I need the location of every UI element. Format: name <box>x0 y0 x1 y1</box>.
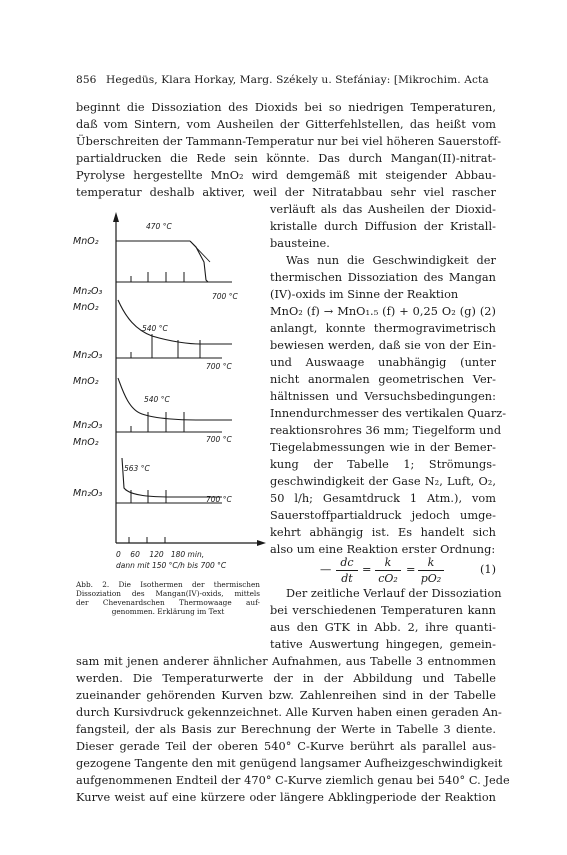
body-line: werden. Die Temperaturwerte der in der Abbildung und Tabelle <box>76 672 496 685</box>
body-line: Pyrolyse hergestellte MnO₂ wird demgemäß mit steigender Abbau- <box>76 169 496 182</box>
label-iso-temp: 563 °C <box>124 464 150 473</box>
body-line: nicht anormalen geometrischen Ver- <box>270 373 496 386</box>
label-mn2o3: Mn₂O₃ <box>73 420 103 431</box>
caption-line: der Chevenardschen Thermowaage auf- <box>76 598 260 607</box>
figure-caption <box>76 580 260 616</box>
fraction-k-c <box>375 556 401 585</box>
curve-470 <box>116 241 232 282</box>
label-mno2: MnO₂ <box>73 302 99 313</box>
fraction-denominator: dt <box>341 572 353 585</box>
body-line: durch Kursivdruck gekennzeichnet. Alle Kurven haben einen geraden An- <box>76 706 502 719</box>
body-line: kristalle durch Diffusion der Kristall- <box>270 220 496 233</box>
body-line: Überschreiten der Tammann-Temperatur nur bei viel höheren Sauerstoff- <box>76 135 502 148</box>
y-axis-arrow <box>113 212 119 222</box>
label-end-temp: 700 °C <box>206 362 232 371</box>
label-iso-temp: 540 °C <box>144 395 170 404</box>
running-head: Hegedüs, Klara Horkay, Marg. Székely u. Stefániay: [Mikrochim. Acta <box>106 74 489 86</box>
caption-line: Dissoziation des Mangan(IV)-oxids, mittels <box>76 589 260 598</box>
fraction-numerator: dc <box>340 556 354 569</box>
label-iso-temp: 540 °C <box>142 324 168 333</box>
fraction-k-p <box>418 556 444 585</box>
body-line: und Auswaage unabhängig (unter <box>270 356 496 369</box>
body-line: Dieser gerade Teil der oberen 540° C-Kurve berührt als parallel aus- <box>76 740 496 753</box>
body-line: hältnissen und Versuchsbedingungen: <box>270 390 496 403</box>
body-line: beginnt die Dissoziation des Dioxids bei so niedrigen Temperaturen, <box>76 101 496 114</box>
isotherm-diagram <box>72 200 272 580</box>
body-line: reaktionsrohres 36 mm; Tiegelform und <box>270 424 502 437</box>
page-number: 856 <box>76 74 97 86</box>
curve-540-a <box>116 300 232 358</box>
body-line: Kurve weist auf eine kürzere oder längere Abklingperiode der Reaktion <box>76 791 496 804</box>
label-mn2o3: Mn₂O₃ <box>73 350 103 361</box>
body-line: Der zeitliche Verlauf der Dissoziation <box>286 587 502 600</box>
body-line: thermischen Dissoziation des Mangan <box>270 271 496 284</box>
body-line: gezogene Tangente den mit genügend langsamer Aufheizgeschwindigkeit <box>76 757 503 770</box>
body-line: partialdrucken die Rede sein könnte. Das durch Mangan(II)-nitrat- <box>76 152 496 165</box>
curve-540-b <box>116 378 232 432</box>
label-mno2: MnO₂ <box>73 236 99 247</box>
body-line: kehrt abhängig ist. Es handelt sich <box>270 526 496 539</box>
body-line: aus den GTK in Abb. 2, ihre quanti- <box>270 621 496 634</box>
body-line: daß vom Sintern, vom Ausheilen der Gitterfehlstellen, das heißt vom <box>76 118 496 131</box>
body-line: bewiesen werden, daß sie von der Ein- <box>270 339 496 352</box>
rate-equation: — dc dt = k cO₂ = k pO₂ (1) <box>320 556 497 585</box>
fraction-denominator: cO₂ <box>378 572 398 585</box>
fraction-numerator: k <box>384 556 392 569</box>
label-mno2: MnO₂ <box>73 437 99 448</box>
body-line: 50 l/h; Gesamtdruck 1 Atm.), vom <box>270 492 496 505</box>
body-line: tative Auswertung hingegen, gemein- <box>270 638 496 651</box>
body-line: fangsteil, der als Basis zur Berechnung der Werte in Tabelle 3 diente. <box>76 723 496 736</box>
label-mn2o3: Mn₂O₃ <box>73 286 103 297</box>
label-mn2o3: Mn₂O₃ <box>73 488 103 499</box>
body-line: bausteine. <box>270 237 330 250</box>
fraction-numerator: k <box>427 556 435 569</box>
x-axis-note: dann mit 150 °C/h bis 700 °C <box>116 561 227 570</box>
reaction-equation: MnO₂ (f) → MnO₁.₅ (f) + 0,25 O₂ (g) (2) <box>270 305 496 318</box>
equation-number: (1) <box>480 563 497 576</box>
label-iso-temp: 470 °C <box>146 222 172 231</box>
x-axis-ticks-label: 0 60 120 180 min, <box>116 550 205 559</box>
label-end-temp: 700 °C <box>206 495 232 504</box>
body-line: zueinander gehörenden Kurven bzw. Zahlenreihen sind in der Tabelle <box>76 689 496 702</box>
body-line: also um eine Reaktion erster Ordnung: <box>270 543 496 556</box>
body-line: sam mit jenen anderer ähnlicher Aufnahmen, aus Tabelle 3 entnommen <box>76 655 496 668</box>
label-mno2: MnO₂ <box>73 376 99 387</box>
caption-line: genommen. Erklärung im Text <box>111 607 225 616</box>
caption-line: Abb. 2. Die Isothermen der thermischen <box>76 580 260 589</box>
body-line: Innendurchmesser des vertikalen Quarz- <box>270 407 507 420</box>
label-end-temp: 700 °C <box>206 435 232 444</box>
body-line: kung der Tabelle 1; Strömungs- <box>270 458 496 471</box>
body-line: Was nun die Geschwindigkeit der <box>286 254 496 267</box>
label-end-temp: 700 °C <box>212 292 238 301</box>
body-line: verläuft als das Ausheilen der Dioxid- <box>270 203 496 216</box>
body-line: Tiegelabmessungen wie in der Bemer- <box>270 441 496 454</box>
body-line: temperatur deshalb aktiver, weil der Nitratabbau sehr viel rascher <box>76 186 496 199</box>
body-line: aufgenommenen Endteil der 470° C-Kurve ziemlich genau bei 540° C. Jede <box>76 774 510 787</box>
figure-isotherms <box>72 200 272 580</box>
body-line: geschwindigkeit der Gase N₂, Luft, O₂, <box>270 475 496 488</box>
body-line: anlangt, konnte thermogravimetrisch <box>270 322 496 335</box>
running-header <box>76 74 496 90</box>
body-line: Sauerstoffpartialdruck jedoch umge- <box>270 509 496 522</box>
body-line: bei verschiedenen Temperaturen kann <box>270 604 496 617</box>
fraction-denominator: pO₂ <box>420 572 442 585</box>
x-axis-arrow <box>257 540 266 546</box>
fraction-dc-dt <box>336 556 358 585</box>
body-line: (IV)-oxids im Sinne der Reaktion <box>270 288 459 301</box>
